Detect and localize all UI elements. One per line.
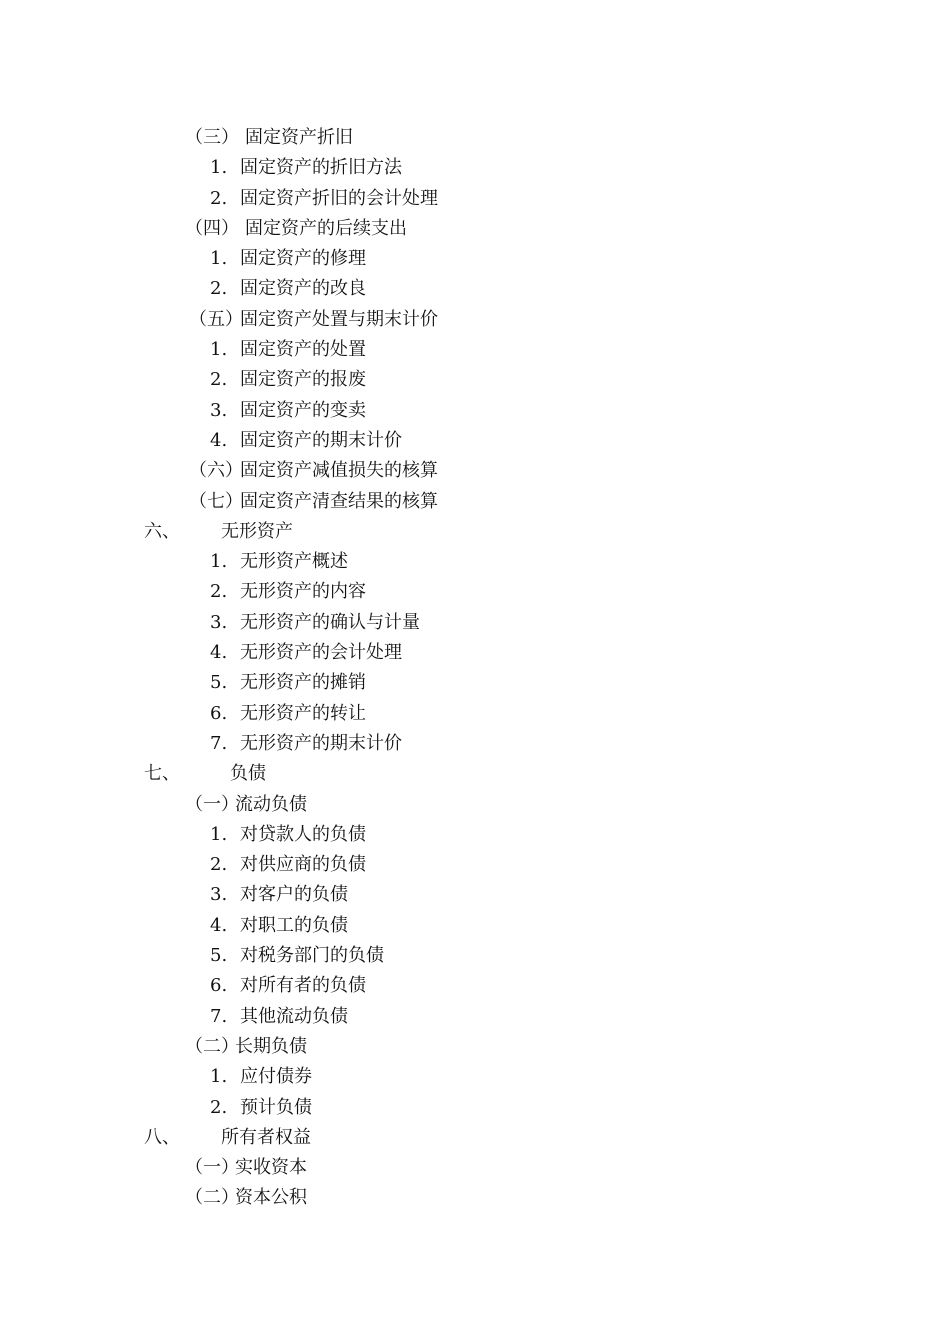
outline-item-level-3 <box>0 396 950 426</box>
outline-item-marker: 1. <box>210 339 228 361</box>
outline-item-marker: 1. <box>210 157 228 179</box>
outline-item-marker: 5. <box>210 672 228 694</box>
outline-item-marker: （五） <box>189 308 243 330</box>
outline-item-title: 其他流动负债 <box>240 1005 348 1027</box>
outline-item-level-3 <box>0 729 950 759</box>
outline-item-level-3 <box>0 638 950 668</box>
outline-item-level-3 <box>0 184 950 214</box>
outline-item-marker: 2. <box>210 369 228 391</box>
outline-item-marker: （一） <box>185 1157 239 1179</box>
outline-item-marker: 6. <box>210 975 228 997</box>
outline-item-title: 对客户的负债 <box>240 884 348 906</box>
outline-item-level-1 <box>0 1123 950 1153</box>
outline-item-level-2 <box>0 214 950 244</box>
outline-item-title: 无形资产的期末计价 <box>240 732 402 754</box>
outline-item-level-2 <box>0 456 950 486</box>
outline-item-marker: 1. <box>210 248 228 270</box>
outline-item-title: 固定资产清查结果的核算 <box>240 490 438 512</box>
outline-item-marker: 2. <box>210 854 228 876</box>
outline-item-level-3 <box>0 1002 950 1032</box>
outline-item-level-3 <box>0 941 950 971</box>
outline-item-marker: 4. <box>210 642 228 664</box>
outline-item-marker: 六、 <box>144 520 180 542</box>
outline-item-title: 无形资产概述 <box>240 551 348 573</box>
outline-item-marker: 2. <box>210 581 228 603</box>
outline-item-title: 固定资产的期末计价 <box>240 429 402 451</box>
outline-item-marker: （三） <box>185 127 239 148</box>
outline-item-title: 应付债券 <box>240 1066 312 1088</box>
outline-item-marker: 6. <box>210 702 228 724</box>
outline-item-marker: 七、 <box>144 763 180 785</box>
outline-item-title: 实收资本 <box>235 1157 307 1179</box>
outline-item-marker: 2. <box>210 278 228 300</box>
outline-item-title: 对所有者的负债 <box>240 975 366 997</box>
outline-item-title: 无形资产的会计处理 <box>240 642 402 664</box>
outline-item-title: 无形资产的转让 <box>240 702 366 724</box>
outline-item-title: 预计负债 <box>240 1096 312 1118</box>
outline-item-level-1 <box>0 759 950 789</box>
outline-item-title: 固定资产处置与期末计价 <box>240 308 438 330</box>
outline-item-marker: 八、 <box>144 1126 180 1148</box>
outline-item-level-2 <box>0 1153 950 1183</box>
outline-item-title: 固定资产的改良 <box>240 278 366 300</box>
outline-item-marker: 1. <box>210 823 228 845</box>
outline-item-level-3 <box>0 1062 950 1092</box>
outline-item-title: 无形资产的内容 <box>240 581 366 603</box>
outline-item-title: 无形资产 <box>221 520 293 542</box>
outline-item-level-3 <box>0 911 950 941</box>
outline-item-title: 固定资产的修理 <box>240 248 366 270</box>
outline-item-marker: （二） <box>185 1035 239 1057</box>
outline-item-title: 固定资产的报废 <box>240 369 366 391</box>
outline-item-level-2 <box>0 1032 950 1062</box>
outline-item-title: 对税务部门的负债 <box>240 945 384 967</box>
outline-item-level-1 <box>0 517 950 547</box>
outline-item-title: 所有者权益 <box>221 1126 311 1148</box>
outline-item-level-3 <box>0 971 950 1001</box>
outline-item-level-2 <box>0 487 950 517</box>
outline-item-marker: 1. <box>210 551 228 573</box>
outline-item-level-2 <box>0 123 950 153</box>
outline-item-title: 无形资产的确认与计量 <box>240 611 420 633</box>
outline-item-level-2 <box>0 1183 950 1213</box>
outline-item-marker: （六） <box>189 460 243 482</box>
outline-item-marker: （四） <box>185 217 239 239</box>
outline-item-marker: 2. <box>210 187 228 209</box>
outline-item-marker: 4. <box>210 429 228 451</box>
outline-item-level-3 <box>0 577 950 607</box>
outline-item-title: 对供应商的负债 <box>240 854 366 876</box>
outline-item-title: 固定资产折旧 <box>245 127 353 148</box>
outline-item-title: 对贷款人的负债 <box>240 823 366 845</box>
outline-item-marker: （一） <box>185 793 239 815</box>
outline-item-level-2 <box>0 790 950 820</box>
outline-item-level-3 <box>0 820 950 850</box>
outline-item-title: 长期负债 <box>235 1035 307 1057</box>
outline-item-title: 固定资产的后续支出 <box>245 217 407 239</box>
outline-item-marker: 5. <box>210 945 228 967</box>
outline-item-level-3 <box>0 335 950 365</box>
outline-item-level-3 <box>0 1093 950 1123</box>
outline-item-level-3 <box>0 547 950 577</box>
outline-item-title: 无形资产的摊销 <box>240 672 366 694</box>
document-outline <box>0 123 950 1214</box>
outline-item-title: 固定资产的折旧方法 <box>240 157 402 179</box>
outline-item-level-2 <box>0 305 950 335</box>
outline-item-title: 负债 <box>230 763 266 785</box>
outline-item-level-3 <box>0 608 950 638</box>
outline-item-title: 对职工的负债 <box>240 914 348 936</box>
outline-item-title: 流动负债 <box>235 793 307 815</box>
outline-item-marker: 3. <box>210 399 228 421</box>
outline-item-marker: 3. <box>210 611 228 633</box>
outline-item-title: 固定资产的变卖 <box>240 399 366 421</box>
outline-item-level-3 <box>0 244 950 274</box>
outline-item-title: 固定资产折旧的会计处理 <box>240 187 438 209</box>
outline-item-level-3 <box>0 850 950 880</box>
outline-item-marker: （二） <box>185 1187 239 1209</box>
outline-item-marker: 2. <box>210 1096 228 1118</box>
outline-item-marker: 7. <box>210 1005 228 1027</box>
outline-item-level-3 <box>0 153 950 183</box>
outline-item-level-3 <box>0 365 950 395</box>
outline-item-level-3 <box>0 699 950 729</box>
outline-item-level-3 <box>0 880 950 910</box>
outline-item-level-3 <box>0 668 950 698</box>
outline-item-marker: 1. <box>210 1066 228 1088</box>
outline-item-marker: （七） <box>189 490 243 512</box>
outline-item-title: 资本公积 <box>235 1187 307 1209</box>
outline-item-marker: 7. <box>210 732 228 754</box>
outline-item-marker: 3. <box>210 884 228 906</box>
outline-item-level-3 <box>0 274 950 304</box>
outline-item-title: 固定资产的处置 <box>240 339 366 361</box>
outline-item-marker: 4. <box>210 914 228 936</box>
outline-item-level-3 <box>0 426 950 456</box>
outline-item-title: 固定资产减值损失的核算 <box>240 460 438 482</box>
